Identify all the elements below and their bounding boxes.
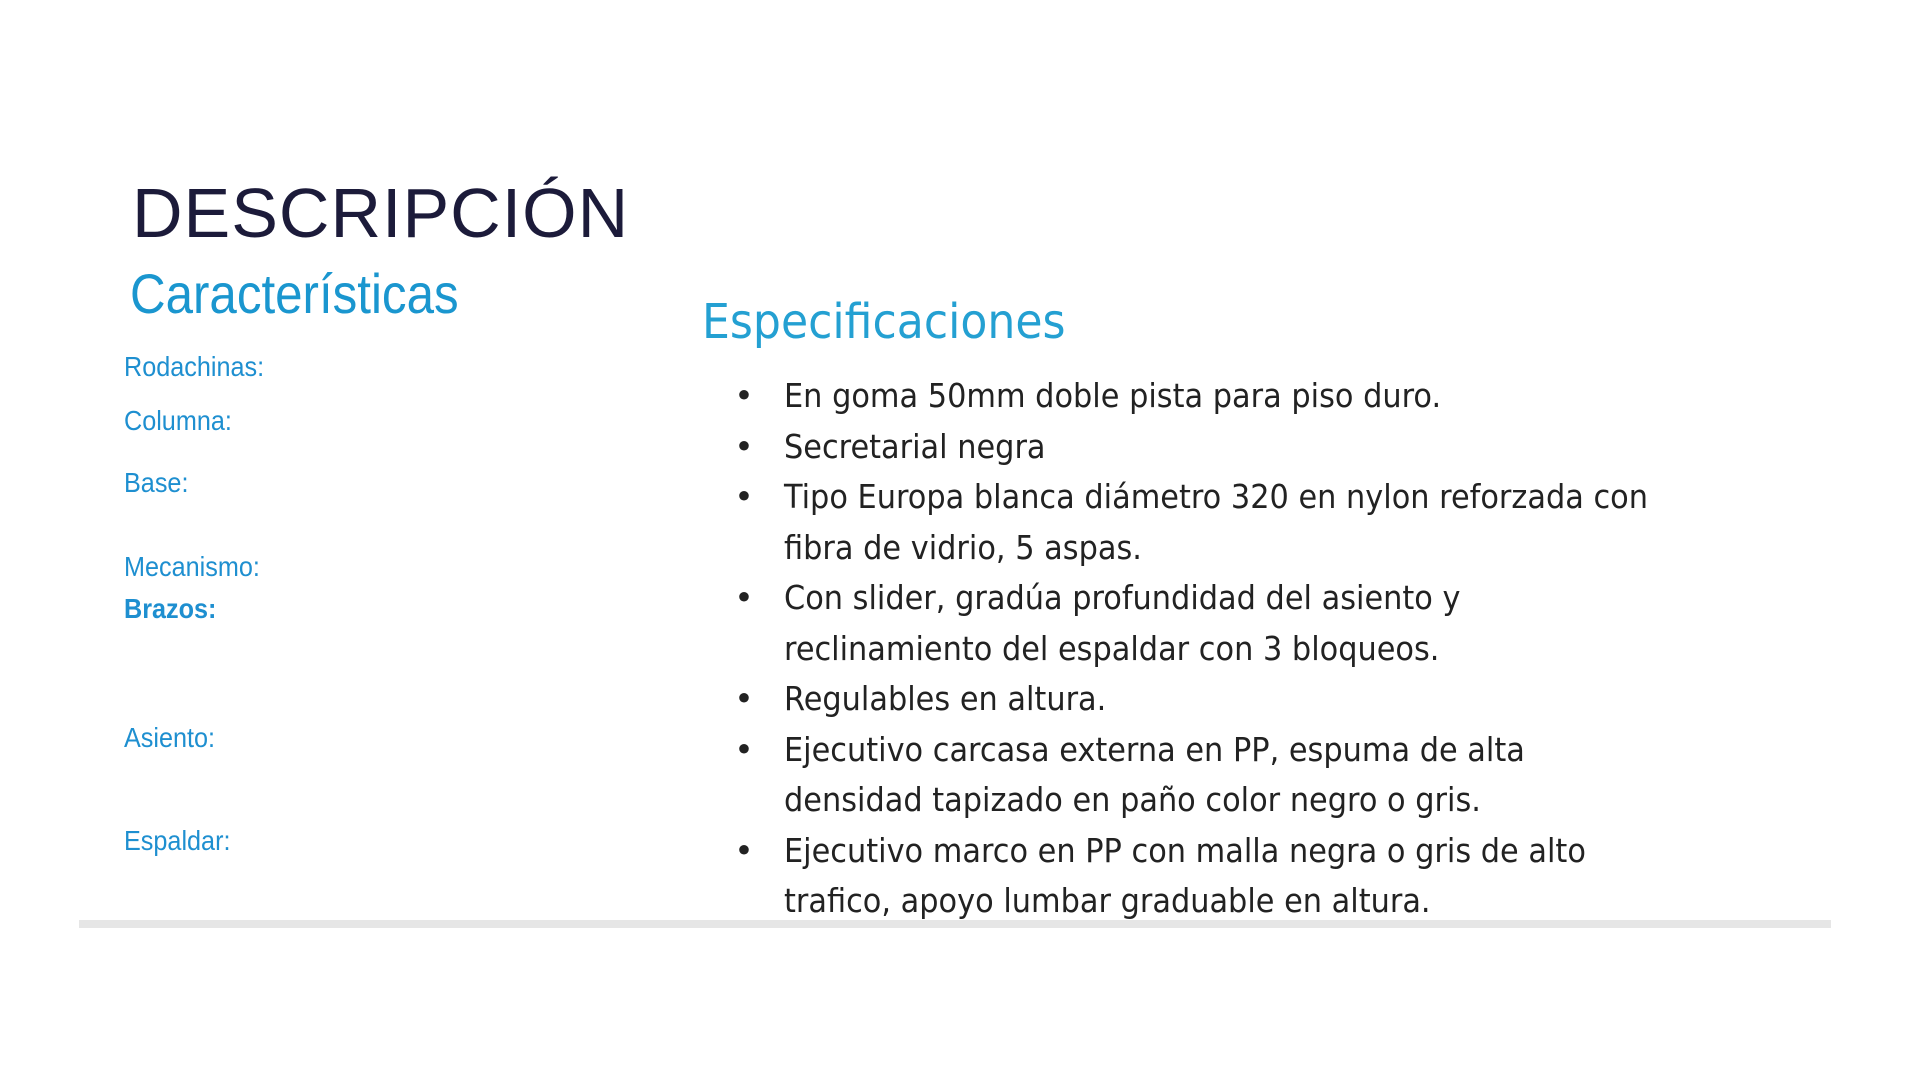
spec-text: Tipo Europa blanca diámetro 320 en nylon reforzada con fibra de vidrio, 5 aspas. — [784, 477, 1648, 567]
spec-item-mecanismo — [734, 573, 1734, 674]
label-espaldar: Espaldar: — [124, 825, 231, 856]
spec-item-columna — [734, 422, 1734, 473]
bullet-icon: • — [734, 477, 754, 516]
spec-item-base — [734, 472, 1734, 573]
specifications-heading: Especificaciones — [702, 294, 1066, 350]
label-base: Base: — [124, 467, 189, 498]
bullet-icon: • — [734, 376, 754, 415]
features-heading: Características — [130, 262, 459, 325]
label-asiento: Asiento: — [124, 722, 216, 753]
spec-item-rodachinas — [734, 371, 1734, 422]
label-mecanismo: Mecanismo: — [124, 551, 260, 582]
label-columna: Columna: — [124, 405, 232, 436]
spec-text: Secretarial negra — [784, 426, 1046, 466]
bullet-icon: • — [734, 426, 754, 466]
spec-text: Ejecutivo carcasa externa en PP, espuma de alta densidad tapizado en paño color negro o gris. — [784, 729, 1525, 819]
bullet-icon: • — [734, 679, 754, 718]
spec-text: En goma 50mm doble pista para piso duro. — [784, 376, 1442, 415]
specifications-list — [734, 371, 1734, 927]
bullet-icon: • — [734, 830, 754, 870]
label-brazos: Brazos: — [124, 593, 217, 624]
spec-item-espaldar — [734, 826, 1734, 927]
spec-text: Regulables en altura. — [784, 679, 1107, 718]
page-title: DESCRIPCIÓN — [132, 174, 630, 252]
bullet-icon: • — [734, 578, 754, 617]
divider-line — [79, 920, 1831, 928]
spec-item-asiento — [734, 725, 1734, 826]
spec-text: Con slider, gradúa profundidad del asiento y reclinamiento del espaldar con 3 bloqueos. — [784, 578, 1461, 668]
label-rodachinas: Rodachinas: — [124, 351, 265, 382]
bullet-icon: • — [734, 729, 754, 769]
spec-text: Ejecutivo marco en PP con malla negra o gris de alto trafico, apoyo lumbar graduable en altura. — [784, 830, 1586, 920]
spec-item-brazos — [734, 674, 1734, 725]
